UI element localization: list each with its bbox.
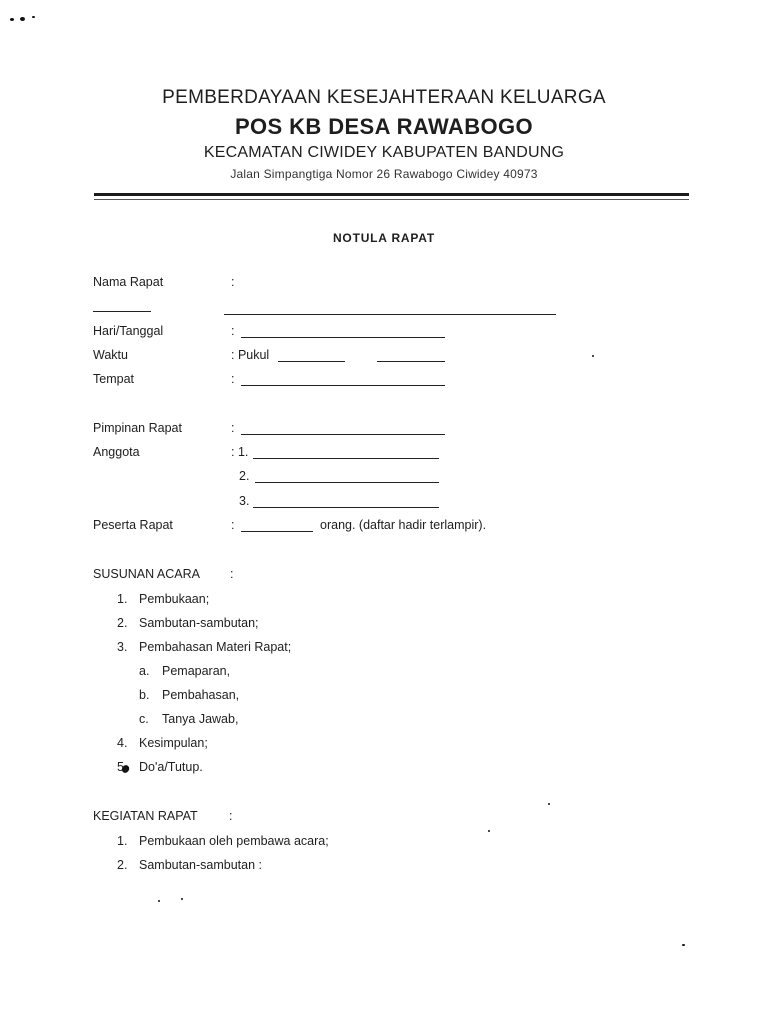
hari-tanggal-blank	[241, 337, 445, 338]
organization-name: PEMBERDAYAAN KESEJAHTERAAN KELUARGA	[162, 87, 606, 108]
anggota-number-1: : 1.	[231, 445, 249, 459]
scan-speck	[682, 944, 685, 946]
agenda-item-number: 2.	[117, 616, 128, 630]
waktu-end-blank	[377, 361, 445, 362]
agenda-subitem-text: Pemaparan,	[162, 664, 231, 678]
pimpinan-rapat-colon: :	[231, 421, 235, 435]
agenda-item-number: 5.	[117, 760, 128, 774]
agenda-item-text: Sambutan-sambutan;	[139, 616, 259, 630]
nama-rapat-colon: :	[231, 275, 235, 289]
nama-rapat-blank-left	[93, 311, 151, 312]
susunan-acara-colon: :	[230, 567, 234, 581]
agenda-subitem-text: Pembahasan,	[162, 688, 240, 702]
scan-speck	[10, 18, 14, 21]
hari-tanggal-label: Hari/Tanggal	[93, 324, 164, 338]
agenda-item-text: Do'a/Tutup.	[139, 760, 203, 774]
anggota-blank-2	[255, 482, 439, 483]
anggota-number-2: 2.	[239, 469, 250, 483]
waktu-label: Waktu	[93, 348, 128, 362]
scan-speck	[32, 16, 35, 18]
tempat-blank	[241, 385, 445, 386]
agenda-item-number: 1.	[117, 592, 128, 606]
scan-speck	[20, 17, 25, 21]
scan-speck	[548, 803, 550, 805]
peserta-rapat-suffix: orang. (daftar hadir terlampir).	[320, 518, 487, 532]
hari-tanggal-colon: :	[231, 324, 235, 338]
pimpinan-rapat-blank	[241, 434, 445, 435]
agenda-subitem-letter: a.	[139, 664, 150, 678]
anggota-blank-1	[253, 458, 439, 459]
agenda-item-number: 4.	[117, 736, 128, 750]
peserta-rapat-blank	[241, 531, 313, 532]
anggota-blank-3	[253, 507, 439, 508]
agenda-item-text: Pembukaan;	[139, 592, 210, 606]
activity-item-text: Sambutan-sambutan :	[139, 858, 262, 872]
kegiatan-rapat-colon: :	[229, 809, 233, 823]
tempat-label: Tempat	[93, 372, 134, 386]
nama-rapat-blank	[224, 314, 556, 315]
tempat-colon: :	[231, 372, 235, 386]
pimpinan-rapat-label: Pimpinan Rapat	[93, 421, 182, 435]
kegiatan-rapat-heading: KEGIATAN RAPAT	[93, 809, 198, 823]
peserta-rapat-label: Peserta Rapat	[93, 518, 173, 532]
document-title: NOTULA RAPAT	[332, 231, 436, 245]
letterhead-rule	[94, 193, 689, 196]
agenda-subitem-letter: b.	[139, 688, 150, 702]
activity-item-text: Pembukaan oleh pembawa acara;	[139, 834, 329, 848]
scan-speck	[158, 900, 160, 902]
scan-speck	[592, 355, 594, 357]
anggota-label: Anggota	[93, 445, 140, 459]
pos-name: POS KB DESA RAWABOGO	[234, 114, 534, 139]
district-line: KECAMATAN CIWIDEY KABUPATEN BANDUNG	[203, 144, 565, 161]
agenda-item-text: Kesimpulan;	[139, 736, 208, 750]
scan-speck	[181, 898, 183, 900]
scan-speck	[488, 830, 490, 832]
nama-rapat-label: Nama Rapat	[93, 275, 164, 289]
susunan-acara-heading: SUSUNAN ACARA	[93, 567, 200, 581]
activity-item-number: 2.	[117, 858, 128, 872]
waktu-pukul: : Pukul	[231, 348, 270, 362]
agenda-subitem-letter: c.	[139, 712, 149, 726]
agenda-subitem-text: Tanya Jawab,	[162, 712, 239, 726]
waktu-start-blank	[278, 361, 345, 362]
peserta-rapat-colon: :	[231, 518, 235, 532]
address-line: Jalan Simpangtiga Nomor 26 Rawabogo Ciwidey 40973	[230, 167, 538, 181]
activity-item-number: 1.	[117, 834, 128, 848]
agenda-item-number: 3.	[117, 640, 128, 654]
agenda-item-text: Pembahasan Materi Rapat;	[139, 640, 292, 654]
anggota-number-3: 3.	[239, 494, 250, 508]
letterhead-rule-thin	[94, 199, 689, 200]
